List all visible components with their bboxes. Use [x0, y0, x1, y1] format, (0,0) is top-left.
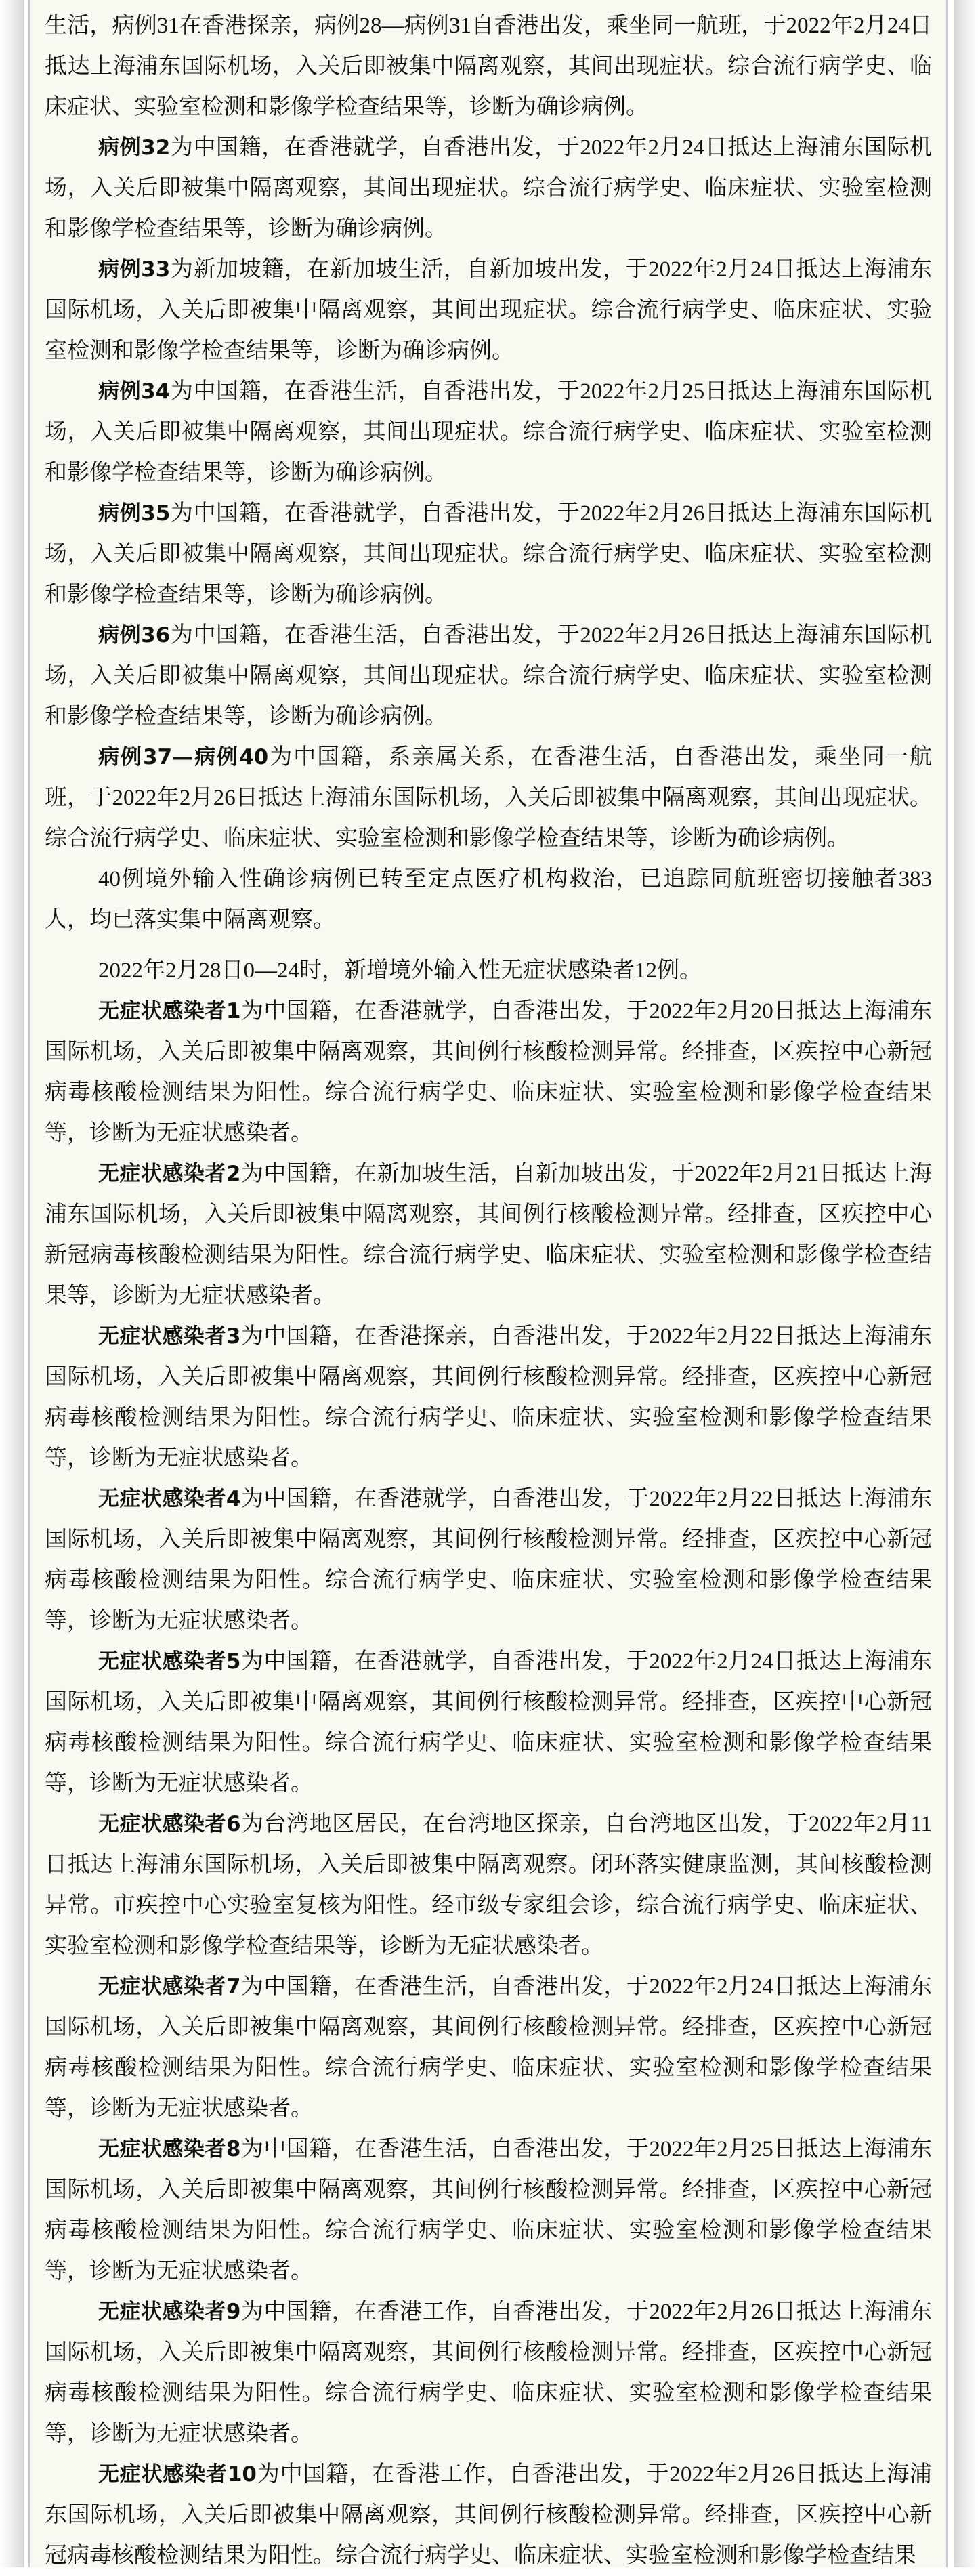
text-line — [45, 46, 932, 87]
case-label: 无症状感染者7 — [98, 1975, 241, 1999]
case-paragraph — [45, 1154, 932, 1316]
line-text: 实验室检测和影像学检查结果等，诊断为无症状感染者。 — [45, 1934, 603, 1958]
case-label: 无症状感染者4 — [98, 1487, 241, 1511]
text-line — [45, 1032, 932, 1072]
document-page — [28, 0, 948, 2567]
text-line — [45, 2210, 932, 2251]
text-line — [45, 87, 932, 127]
line-text: 等，诊断为无症状感染者。 — [45, 1121, 313, 1145]
case-label: 无症状感染者3 — [98, 1324, 241, 1349]
case-label: 无症状感染者1 — [98, 999, 241, 1023]
text-line — [45, 2495, 932, 2535]
line-text: 病毒核酸检测结果为阳性。综合流行病学史、临床症状、实验室检测和影像学检查结果 — [45, 1568, 932, 1592]
text-line — [45, 696, 932, 737]
line-text: 场，入关后即被集中隔离观察，其间出现症状。综合流行病学史、临床症状、实验室检测 — [45, 176, 932, 200]
line-text: 国际机场，入关后即被集中隔离观察，其间例行核酸检测异常。经排查，区疾控中心新冠 — [45, 2178, 932, 2202]
line-text: 病毒核酸检测结果为阳性。综合流行病学史、临床症状、实验室检测和影像学检查结果 — [45, 2218, 932, 2243]
case-label: 病例36 — [98, 623, 171, 648]
line-text: 为中国籍，在香港探亲，自香港出发，于2022年2月22日抵达上海浦东 — [240, 1324, 932, 1349]
line-text: 等，诊断为无症状感染者。 — [45, 1609, 313, 1633]
line-text: 为中国籍，系亲属关系，在香港生活，自香港出发，乘坐同一航 — [268, 745, 932, 769]
line-text: 等，诊断为无症状感染者。 — [45, 2422, 313, 2446]
text-line — [45, 2292, 932, 2332]
text-line — [45, 2170, 932, 2210]
line-text: 床症状、实验室检测和影像学检查结果等，诊断为确诊病例。 — [45, 95, 648, 119]
text-line — [45, 1519, 932, 1560]
line-text: 国际机场，入关后即被集中隔离观察，其间例行核酸检测异常。经排查，区疾控中心新冠 — [45, 1365, 932, 1389]
text-line — [45, 209, 932, 249]
line-text: 生活，病例31在香港探亲，病例28—病例31自香港出发，乘坐同一航班，于2022年2月24日 — [45, 14, 932, 38]
line-text: 果等，诊断为无症状感染者。 — [45, 1284, 335, 1308]
text-line — [45, 2454, 932, 2495]
text-line — [45, 818, 932, 859]
line-text: 等，诊断为无症状感染者。 — [45, 1446, 313, 1471]
case-label: 无症状感染者8 — [98, 2137, 241, 2161]
text-line — [45, 452, 932, 493]
line-text: 场，入关后即被集中隔离观察，其间出现症状。综合流行病学史、临床症状、实验室检测 — [45, 542, 932, 566]
line-text: 为中国籍，在香港生活，自香港出发，于2022年2月25日抵达上海浦东国际机 — [170, 379, 932, 404]
text-line — [45, 1357, 932, 1397]
line-text: 场，入关后即被集中隔离观察，其间出现症状。综合流行病学史、临床症状、实验室检测 — [45, 420, 932, 444]
text-paragraph — [45, 5, 932, 127]
case-paragraph — [45, 2292, 932, 2454]
case-paragraph — [45, 371, 932, 493]
text-line — [45, 1194, 932, 1235]
case-paragraph — [45, 737, 932, 859]
line-text: 和影像学检查结果等，诊断为确诊病例。 — [45, 583, 447, 607]
line-text: 为中国籍，在香港就学，自香港出发，于2022年2月22日抵达上海浦东 — [240, 1487, 932, 1511]
text-line — [45, 1113, 932, 1154]
text-paragraph — [45, 950, 932, 991]
line-text: 为中国籍，在香港就学，自香港出发，于2022年2月24日抵达上海浦东 — [240, 1649, 932, 1674]
case-paragraph — [45, 1804, 932, 1966]
text-line — [45, 1641, 932, 1682]
line-text: 人，均已落实集中隔离观察。 — [45, 908, 335, 932]
line-text: 为中国籍，在香港就学，自香港出发，于2022年2月24日抵达上海浦东国际机 — [170, 135, 932, 160]
text-line — [45, 127, 932, 168]
text-line — [45, 991, 932, 1032]
text-line — [45, 656, 932, 696]
text-line — [45, 1072, 932, 1113]
line-text: 为新加坡籍，在新加坡生活，自新加坡出发，于2022年2月24日抵达上海浦东 — [170, 257, 932, 282]
case-paragraph — [45, 493, 932, 615]
case-paragraph — [45, 615, 932, 737]
text-line — [45, 1885, 932, 1926]
text-line — [45, 1601, 932, 1641]
line-text: 为中国籍，在香港就学，自香港出发，于2022年2月26日抵达上海浦东国际机 — [170, 501, 932, 526]
line-text: 为中国籍，在香港工作，自香港出发，于2022年2月26日抵达上海浦 — [257, 2462, 932, 2487]
line-text: 40例境外输入性确诊病例已转至定点医疗机构救治，已追踪同航班密切接触者383 — [98, 867, 932, 891]
text-line — [45, 1682, 932, 1723]
case-paragraph — [45, 1641, 932, 1804]
line-text: 和影像学检查结果等，诊断为确诊病例。 — [45, 704, 447, 729]
case-paragraph — [45, 991, 932, 1154]
text-line — [45, 290, 932, 331]
line-text: 2022年2月28日0—24时，新增境外输入性无症状感染者12例。 — [98, 958, 702, 983]
left-page-shadow — [0, 0, 24, 2567]
case-paragraph — [45, 1316, 932, 1479]
line-text: 国际机场，入关后即被集中隔离观察，其间例行核酸检测异常。经排查，区疾控中心新冠 — [45, 2015, 932, 2040]
right-page-shadow — [954, 0, 978, 2567]
case-paragraph — [45, 1479, 932, 1641]
line-text: 国际机场，入关后即被集中隔离观察，其间例行核酸检测异常。经排查，区疾控中心新冠 — [45, 1040, 932, 1064]
line-text: 病毒核酸检测结果为阳性。综合流行病学史、临床症状、实验室检测和影像学检查结果 — [45, 1406, 932, 1430]
line-text: 为中国籍，在香港就学，自香港出发，于2022年2月20日抵达上海浦东 — [240, 999, 932, 1023]
line-text: 场，入关后即被集中隔离观察，其间出现症状。综合流行病学史、临床症状、实验室检测 — [45, 664, 932, 688]
text-line — [45, 1723, 932, 1763]
text-line — [45, 1397, 932, 1438]
text-line — [45, 249, 932, 290]
case-paragraph — [45, 2129, 932, 2292]
case-paragraph — [45, 249, 932, 371]
text-line — [45, 778, 932, 818]
text-line — [45, 493, 932, 534]
text-line — [45, 2535, 932, 2576]
line-text: 异常。市疾控中心实验室复核为阳性。经市级专家组会诊，综合流行病学史、临床症状、 — [45, 1893, 932, 1918]
text-line — [45, 5, 932, 46]
line-text: 抵达上海浦东国际机场，入关后即被集中隔离观察，其间出现症状。综合流行病学史、临 — [45, 54, 932, 79]
line-text: 综合流行病学史、临床症状、实验室检测和影像学检查结果等，诊断为确诊病例。 — [45, 826, 849, 851]
line-text: 为台湾地区居民，在台湾地区探亲，自台湾地区出发，于2022年2月11 — [240, 1812, 932, 1836]
text-line — [45, 1844, 932, 1885]
text-line — [45, 859, 932, 900]
line-text: 为中国籍，在香港生活，自香港出发，于2022年2月24日抵达上海浦东 — [240, 1975, 932, 1999]
line-text: 浦东国际机场，入关后即被集中隔离观察，其间例行核酸检测异常。经排查，区疾控中心 — [45, 1202, 932, 1227]
case-label: 病例37—病例40 — [98, 745, 269, 769]
text-line — [45, 1438, 932, 1479]
case-paragraph — [45, 1966, 932, 2129]
line-text: 为中国籍，在香港工作，自香港出发，于2022年2月26日抵达上海浦东 — [240, 2300, 932, 2324]
text-line — [45, 1966, 932, 2007]
case-label: 病例33 — [98, 257, 171, 282]
line-text: 国际机场，入关后即被集中隔离观察，其间出现症状。综合流行病学史、临床症状、实验 — [45, 298, 932, 322]
line-text: 新冠病毒核酸检测结果为阳性。综合流行病学史、临床症状、实验室检测和影像学检查结 — [45, 1243, 932, 1267]
text-line — [45, 371, 932, 412]
text-line — [45, 737, 932, 778]
text-line — [45, 1804, 932, 1844]
line-text: 为中国籍，在新加坡生活，自新加坡出发，于2022年2月21日抵达上海 — [240, 1162, 932, 1186]
case-label: 无症状感染者6 — [98, 1812, 241, 1836]
line-text: 等，诊断为无症状感染者。 — [45, 2096, 313, 2121]
line-text: 日抵达上海浦东国际机场，入关后即被集中隔离观察。闭环落实健康监测，其间核酸检测 — [45, 1853, 932, 1877]
text-line — [45, 2048, 932, 2088]
line-text: 班，于2022年2月26日抵达上海浦东国际机场，入关后即被集中隔离观察，其间出现症状。 — [45, 786, 932, 810]
text-line — [45, 2251, 932, 2292]
text-paragraph — [45, 859, 932, 940]
line-text: 和影像学检查结果等，诊断为确诊病例。 — [45, 461, 447, 485]
case-label: 无症状感染者9 — [98, 2300, 241, 2324]
case-label: 病例35 — [98, 501, 171, 526]
text-line — [45, 900, 932, 940]
line-text: 东国际机场，入关后即被集中隔离观察，其间例行核酸检测异常。经排查，区疾控中心新 — [45, 2503, 932, 2527]
line-text: 国际机场，入关后即被集中隔离观察，其间例行核酸检测异常。经排查，区疾控中心新冠 — [45, 2340, 932, 2365]
line-text: 国际机场，入关后即被集中隔离观察，其间例行核酸检测异常。经排查，区疾控中心新冠 — [45, 1690, 932, 1714]
text-line — [45, 1154, 932, 1194]
text-line — [45, 2129, 932, 2170]
line-text: 病毒核酸检测结果为阳性。综合流行病学史、临床症状、实验室检测和影像学检查结果 — [45, 1080, 932, 1105]
line-text: 为中国籍，在香港生活，自香港出发，于2022年2月25日抵达上海浦东 — [240, 2137, 932, 2161]
text-line — [45, 1926, 932, 1966]
article-body — [45, 5, 932, 2576]
line-text: 冠病毒核酸检测结果为阳性。综合流行病学史、临床症状、实验室检测和影像学检查结果 — [45, 2543, 916, 2568]
text-line — [45, 950, 932, 991]
text-line — [45, 2088, 932, 2129]
case-label: 无症状感染者10 — [98, 2462, 257, 2487]
text-line — [45, 2332, 932, 2373]
line-text: 为中国籍，在香港生活，自香港出发，于2022年2月26日抵达上海浦东国际机 — [170, 623, 932, 648]
text-line — [45, 1235, 932, 1275]
text-line — [45, 2413, 932, 2454]
text-line — [45, 412, 932, 452]
line-text: 国际机场，入关后即被集中隔离观察，其间例行核酸检测异常。经排查，区疾控中心新冠 — [45, 1527, 932, 1552]
text-line — [45, 1479, 932, 1519]
text-line — [45, 2007, 932, 2048]
line-text: 等，诊断为无症状感染者。 — [45, 2259, 313, 2283]
text-line — [45, 1316, 932, 1357]
text-line — [45, 534, 932, 574]
case-paragraph — [45, 2454, 932, 2576]
case-label: 无症状感染者2 — [98, 1162, 241, 1186]
case-label: 无症状感染者5 — [98, 1649, 241, 1674]
case-label: 病例32 — [98, 135, 171, 160]
text-line — [45, 2373, 932, 2413]
line-text: 病毒核酸检测结果为阳性。综合流行病学史、临床症状、实验室检测和影像学检查结果 — [45, 2056, 932, 2080]
text-line — [45, 1275, 932, 1316]
line-text: 等，诊断为无症状感染者。 — [45, 1771, 313, 1796]
text-line — [45, 168, 932, 209]
line-text: 室检测和影像学检查结果等，诊断为确诊病例。 — [45, 339, 514, 363]
text-line — [45, 1763, 932, 1804]
case-label: 病例34 — [98, 379, 171, 404]
text-line — [45, 615, 932, 656]
text-line — [45, 574, 932, 615]
line-text: 病毒核酸检测结果为阳性。综合流行病学史、临床症状、实验室检测和影像学检查结果 — [45, 2381, 932, 2405]
line-text: 和影像学检查结果等，诊断为确诊病例。 — [45, 217, 447, 241]
case-paragraph — [45, 127, 932, 249]
line-text: 病毒核酸检测结果为阳性。综合流行病学史、临床症状、实验室检测和影像学检查结果 — [45, 1731, 932, 1755]
text-line — [45, 331, 932, 371]
text-line — [45, 1560, 932, 1601]
